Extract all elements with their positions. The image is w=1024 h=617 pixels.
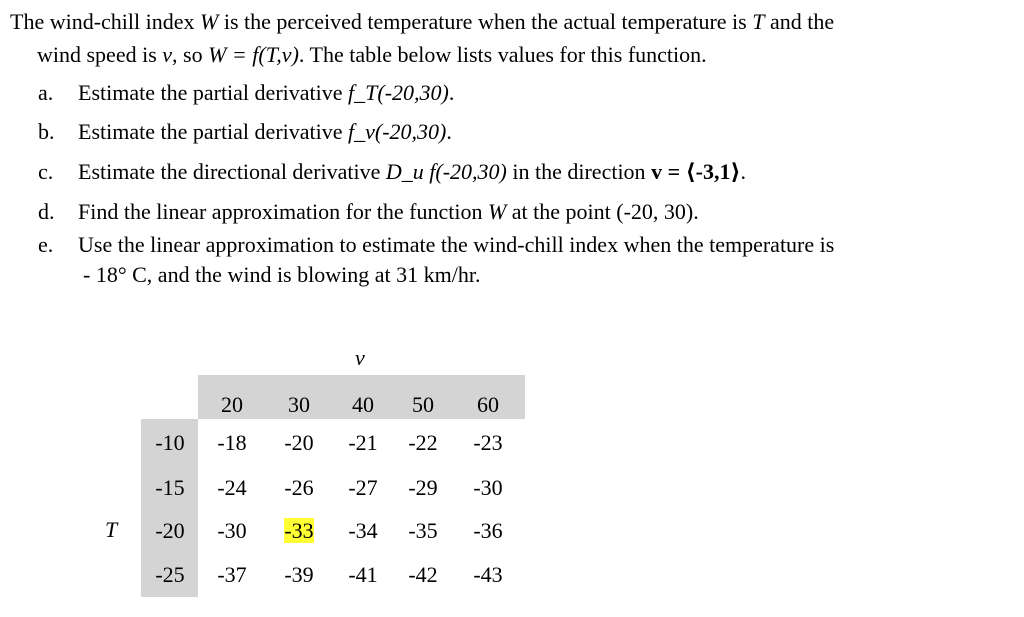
table-cell: -30: [473, 475, 503, 500]
table-cell: -42: [408, 562, 438, 587]
column-header: 30: [288, 392, 310, 417]
row-header: -15: [155, 475, 185, 500]
part-text: Estimate the partial derivative: [78, 80, 349, 105]
part-label: b.: [38, 119, 55, 144]
part-end: .: [448, 80, 455, 105]
highlighted-value: -33: [284, 518, 314, 543]
table-cell: -26: [284, 475, 314, 500]
table-cell: -27: [348, 475, 378, 500]
intro-line-2: [10, 38, 1014, 71]
table-cell: -34: [348, 518, 378, 543]
part-vector: v = ⟨-3,1⟩: [651, 159, 741, 184]
intro-var-W: W: [200, 9, 219, 34]
table-cell: -21: [348, 430, 378, 455]
part-var-W: W: [487, 199, 507, 224]
part-label: a.: [38, 80, 54, 105]
part-text: Estimate the directional derivative: [78, 159, 386, 184]
table-cell: -37: [217, 562, 247, 587]
intro-var-v: v: [162, 42, 173, 67]
part-text-continued: - 18° C, and the wind is blowing at 31 km/hr.: [83, 262, 481, 287]
table-cell: -36: [473, 518, 503, 543]
row-header: -25: [155, 562, 185, 587]
table-cell: -18: [217, 430, 247, 455]
part-label: e.: [38, 232, 54, 257]
table-cell: -29: [408, 475, 438, 500]
column-variable-label: v: [355, 345, 365, 370]
row-header: -10: [155, 430, 185, 455]
table-cell: -23: [473, 430, 503, 455]
part-math: D_u f(-20,30): [385, 159, 507, 184]
row-variable-label: T: [105, 517, 118, 542]
part-e: [38, 230, 834, 290]
table-cell: -24: [217, 475, 247, 500]
table-cell: -41: [348, 562, 378, 587]
part-text: Use the linear approximation to estimate the wind-chill index when the temperature is: [78, 232, 835, 257]
part-math: f_T(-20,30): [348, 80, 449, 105]
intro-text: . The table below lists values for this function.: [298, 42, 707, 67]
table-cell: -39: [284, 562, 314, 587]
part-b: [38, 117, 452, 147]
part-label: d.: [38, 199, 55, 224]
intro-text: , so: [172, 42, 209, 67]
column-header: 50: [412, 392, 434, 417]
part-c: [38, 157, 746, 187]
intro-text: is the perceived temperature when the actual temperature is: [218, 9, 753, 34]
table-cell: -22: [408, 430, 438, 455]
intro-text: and the: [764, 9, 835, 34]
column-header: 20: [221, 392, 243, 417]
intro-text: The wind-chill index: [10, 9, 201, 34]
part-end: .: [740, 159, 747, 184]
table-cell: -30: [217, 518, 247, 543]
part-label: c.: [38, 159, 54, 184]
part-text: Find the linear approximation for the function: [78, 199, 488, 224]
part-end: at the point (-20, 30).: [506, 199, 699, 224]
problem-intro: [10, 5, 1014, 71]
row-header: -20: [155, 518, 185, 543]
part-a: [38, 78, 454, 108]
column-header: 40: [352, 392, 374, 417]
part-math: f_v(-20,30): [348, 119, 447, 144]
table-cell: -20: [284, 430, 314, 455]
part-d: [38, 197, 699, 227]
table-cell: -43: [473, 562, 503, 587]
column-header: 60: [477, 392, 499, 417]
table-cell: -35: [408, 518, 438, 543]
table-cell-highlighted: [269, 518, 329, 544]
intro-function: W = f(T,v): [208, 42, 299, 67]
intro-var-T: T: [752, 9, 765, 34]
part-text: Estimate the partial derivative: [78, 119, 349, 144]
part-text: in the direction: [506, 159, 652, 184]
part-end: .: [446, 119, 452, 144]
intro-text: wind speed is: [37, 42, 163, 67]
